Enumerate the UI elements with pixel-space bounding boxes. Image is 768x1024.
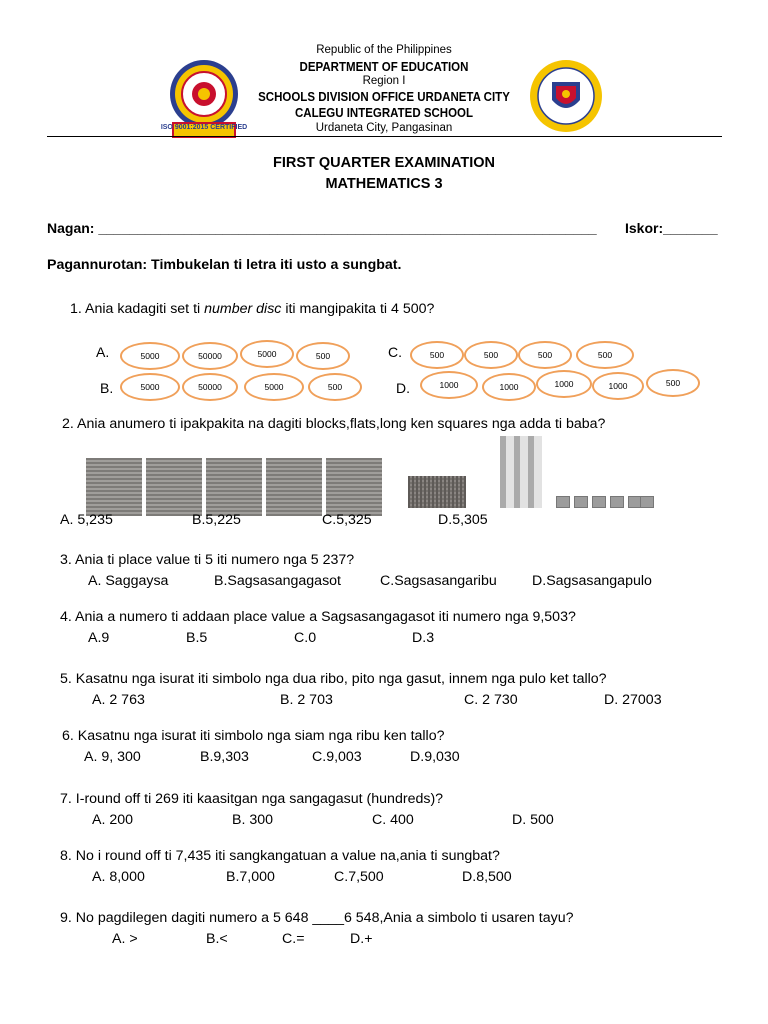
q5-option-b[interactable]: B. 2 703 — [280, 692, 333, 708]
q9-option-b[interactable]: B.< — [206, 931, 228, 947]
q1-option-a-disc: 5000 — [240, 340, 294, 368]
question-2: 2. Ania anumero ti ipakpakita na dagiti blocks,flats,long ken squares nga adda ti baba? — [62, 416, 606, 432]
q4-option-b[interactable]: B.5 — [186, 630, 208, 646]
thousand-cube-block — [86, 458, 142, 516]
one-square-block — [610, 496, 624, 508]
question-7: 7. I-round off ti 269 iti kaasitgan nga sangagasut (hundreds)? — [60, 791, 444, 807]
q8-option-d[interactable]: D.8,500 — [462, 869, 512, 885]
header-republic: Republic of the Philippines — [316, 44, 452, 56]
header-region: Region I — [362, 75, 406, 87]
q2-option-a[interactable]: A. 5,235 — [60, 512, 113, 528]
q1-option-b-disc: 500 — [308, 373, 362, 401]
exam-title: FIRST QUARTER EXAMINATION — [272, 155, 496, 171]
q4-option-c[interactable]: C.0 — [294, 630, 317, 646]
q1-option-c-disc: 500 — [464, 341, 518, 369]
q1-option-c-disc: 500 — [576, 341, 634, 369]
header-department: DEPARTMENT OF EDUCATION — [299, 60, 469, 74]
q1-option-b-disc: 5000 — [120, 373, 180, 401]
q6-option-d[interactable]: D.9,030 — [410, 749, 460, 765]
q1-option-d-disc: 1000 — [592, 372, 644, 400]
question-4: 4. Ania a numero ti addaan place value a Sagsasangagasot iti numero nga 9,503? — [60, 609, 576, 625]
q1-option-d-label[interactable]: D. — [396, 380, 410, 396]
q4-option-d[interactable]: D.3 — [412, 630, 435, 646]
question-1-text-post: iti mangipakita ti 4 500? — [281, 301, 435, 317]
q7-option-d[interactable]: D. 500 — [512, 812, 554, 828]
q9-option-a[interactable]: A. > — [112, 931, 138, 947]
q1-option-c-label[interactable]: C. — [388, 344, 402, 360]
thousand-cube-block — [266, 458, 322, 516]
name-field-label: Nagan: ________________________________________________________________ — [47, 220, 597, 236]
q2-option-c[interactable]: C.5,325 — [322, 512, 372, 528]
exam-subject: MATHEMATICS 3 — [325, 176, 443, 192]
header-location: Urdaneta City, Pangasinan — [315, 122, 453, 134]
question-3: 3. Ania ti place value ti 5 iti numero nga 5 237? — [60, 552, 355, 568]
q5-option-a[interactable]: A. 2 763 — [92, 692, 145, 708]
q7-option-b[interactable]: B. 300 — [232, 812, 274, 828]
question-1-text-italic: number disc — [204, 301, 282, 317]
one-square-block — [640, 496, 654, 508]
q1-option-d-disc: 1000 — [536, 370, 592, 398]
q1-option-a-disc: 50000 — [182, 342, 238, 370]
one-square-block — [556, 496, 570, 508]
q5-option-c[interactable]: C. 2 730 — [464, 692, 518, 708]
q1-option-d-disc: 500 — [646, 369, 700, 397]
question-5: 5. Kasatnu nga isurat iti simbolo nga dua ribo, pito nga gasut, innem nga pulo ket tallo? — [60, 671, 607, 687]
q3-option-d[interactable]: D.Sagsasangapulo — [532, 573, 652, 589]
q1-option-d-disc: 1000 — [482, 373, 536, 401]
question-6: 6. Kasatnu nga isurat iti simbolo nga siam nga ribu ken tallo? — [62, 728, 445, 744]
question-1-number: 1. — [70, 301, 82, 317]
header-divider — [47, 136, 722, 137]
score-field-label: Iskor:_______ — [625, 220, 718, 236]
q5-option-d[interactable]: D. 27003 — [604, 692, 662, 708]
one-square-block — [592, 496, 606, 508]
question-9: 9. No pagdilegen dagiti numero a 5 648 ____6 548,Ania a simbolo ti usaren tayu? — [60, 910, 574, 926]
question-1-text-pre: Ania kadagiti set ti — [85, 301, 205, 317]
thousand-cube-block — [146, 458, 202, 516]
q8-option-a[interactable]: A. 8,000 — [92, 869, 145, 885]
question-8: 8. No i round off ti 7,435 iti sangkangatuan a value na,ania ti sungbat? — [60, 848, 500, 864]
q4-option-a[interactable]: A.9 — [88, 630, 110, 646]
q9-option-c[interactable]: C.= — [282, 931, 305, 947]
header-school: CALEGU INTEGRATED SCHOOL — [294, 106, 474, 120]
one-square-block — [574, 496, 588, 508]
question-1 — [70, 301, 434, 317]
iso-certified-text: ISO 9001:2015 CERTIFIED — [160, 124, 248, 131]
q3-option-a[interactable]: A. Saggaysa — [88, 573, 169, 589]
hundred-flat-block — [408, 476, 466, 508]
q1-option-a-disc: 5000 — [120, 342, 180, 370]
q6-option-c[interactable]: C.9,003 — [312, 749, 362, 765]
instructions: Pagannurotan: Timbukelan ti letra iti usto a sungbat. — [47, 257, 402, 273]
q1-option-a-label[interactable]: A. — [96, 344, 110, 360]
q7-option-a[interactable]: A. 200 — [92, 812, 134, 828]
q9-option-d[interactable]: D.+ — [350, 931, 373, 947]
q1-option-a-disc: 500 — [296, 342, 350, 370]
thousand-cube-block — [326, 458, 382, 516]
q1-option-b-disc: 50000 — [182, 373, 238, 401]
q1-option-d-disc: 1000 — [420, 371, 478, 399]
q1-option-b-label[interactable]: B. — [100, 380, 114, 396]
q1-option-c-disc: 500 — [518, 341, 572, 369]
thousand-cube-block — [206, 458, 262, 516]
q7-option-c[interactable]: C. 400 — [372, 812, 414, 828]
q3-option-b[interactable]: B.Sagsasangagasot — [214, 573, 341, 589]
q6-option-a[interactable]: A. 9, 300 — [84, 749, 141, 765]
q8-option-b[interactable]: B.7,000 — [226, 869, 275, 885]
q2-option-b[interactable]: B.5,225 — [192, 512, 241, 528]
q6-option-b[interactable]: B.9,303 — [200, 749, 249, 765]
q1-option-c-disc: 500 — [410, 341, 464, 369]
q3-option-c[interactable]: C.Sagsasangaribu — [380, 573, 497, 589]
q2-option-d[interactable]: D.5,305 — [438, 512, 488, 528]
ten-long-blocks — [500, 436, 542, 508]
header-division: SCHOOLS DIVISION OFFICE URDANETA CITY — [258, 90, 510, 104]
q8-option-c[interactable]: C.7,500 — [334, 869, 384, 885]
q1-option-b-disc: 5000 — [244, 373, 304, 401]
